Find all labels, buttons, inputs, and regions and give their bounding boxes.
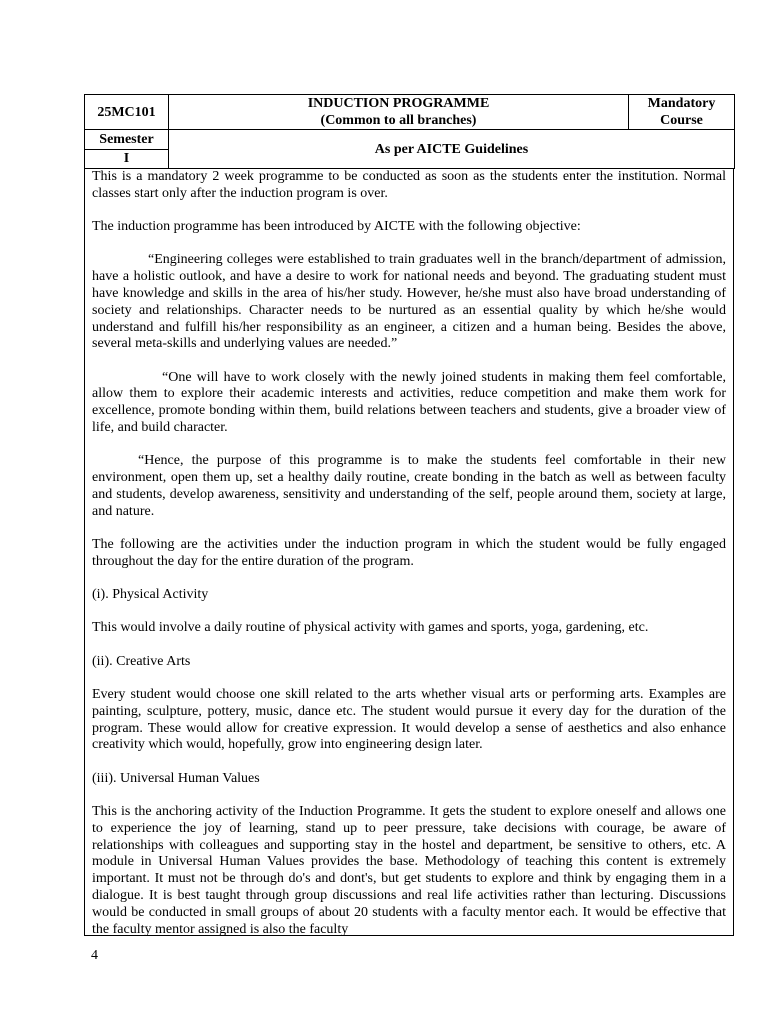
guidelines-text: As per AICTE Guidelines <box>374 141 529 157</box>
activities-intro-paragraph: The following are the activities under the induction program in which the student would be fully engaged throughout the day for the entire duration of the program. <box>92 537 726 569</box>
course-title-cell <box>169 95 629 130</box>
creative-arts-paragraph: Every student would choose one skill related to the arts whether visual arts or performing arts. Examples are painting, sculpture, pottery, music, dance etc. The student would pursue it every day for the duration of the program. These would allow for creative expression. It would develop a sense of aesthetics and also enhance creativity which would, hopefully, grow into engineering design later. <box>92 687 726 753</box>
course-content-box <box>84 169 734 936</box>
quote-paragraph-2: “One will have to work closely with the newly joined students in making them feel comfortable, allow them to explore their academic interests and activities, reduce competition and make them work for excellence, promote bonding within them, build relations between teachers and students, give a broader view of life, and build character. <box>92 369 726 436</box>
section-heading-physical-activity: (i). Physical Activity <box>92 587 209 603</box>
course-title: INDUCTION PROGRAMME <box>307 96 490 111</box>
guidelines-cell <box>169 130 735 169</box>
semester-label: Semester <box>85 130 168 150</box>
page-number: 4 <box>91 948 98 963</box>
quote-paragraph-1: “Engineering colleges were established to train graduates well in the branch/department of admission, have a holistic outlook, and have a desire to work for national needs and beyond. The graduating student must have knowledge and skills in the area of his/her study. However, he/she must also have broad understanding of society and relationships. Character needs to be nurtured as an essential quality by which he/she would understand and fulfill his/her responsibility as an engineer, a citizen and a human being. Besides the above, several meta-skills and underlying values are needed.” <box>92 252 726 352</box>
section-heading-universal-human-values: (iii). Universal Human Values <box>92 770 260 786</box>
physical-activity-paragraph: This would involve a daily routine of physical activity with games and sports, yoga, gardening, etc. <box>92 620 649 636</box>
course-code-cell <box>85 95 169 130</box>
course-header-table <box>84 94 735 169</box>
section-heading-creative-arts: (ii). Creative Arts <box>92 653 191 669</box>
course-subtitle: (Common to all branches) <box>320 113 477 128</box>
quote-paragraph-3: “Hence, the purpose of this programme is to make the students feel comfortable in their new environment, open them up, set a healthy daily routine, create bonding in the batch as well as between faculty and students, develop awareness, sensitivity and understanding of the self, people around them, society at large, and nature. <box>92 453 726 519</box>
universal-human-values-paragraph: This is the anchoring activity of the Induction Programme. It gets the student to explore oneself and allows one to experience the joy of learning, stand up to peer pressure, take decisions with courage, be aware of relationships with colleagues and supporting stay in the hostel and department, be sensitive to others, etc. A module in Universal Human Values provides the base. Methodology of teaching this content is extremely important. It must not be through do's and dont's, but get students to explore and think by engaging them in a dialogue. It is best taught through group discussions and real life activities rather than lecturing. Discussions would be conducted in small groups of about 20 students with a faculty mentor each. It would be effective that the faculty mentor assigned is also the faculty <box>92 804 726 936</box>
course-category-line1: Mandatory <box>647 96 716 111</box>
objective-intro-paragraph: The induction programme has been introduced by AICTE with the following objective: <box>92 219 581 235</box>
course-category-line2: Course <box>660 113 703 128</box>
syllabus-page <box>84 94 734 936</box>
semester-cell <box>85 130 169 169</box>
course-category-cell <box>629 95 735 130</box>
course-code: 25MC101 <box>97 104 156 120</box>
semester-value: I <box>123 151 130 166</box>
intro-paragraph: This is a mandatory 2 week programme to be conducted as soon as the students enter the institution. Normal classes start only after the induction program is over. <box>92 169 726 201</box>
